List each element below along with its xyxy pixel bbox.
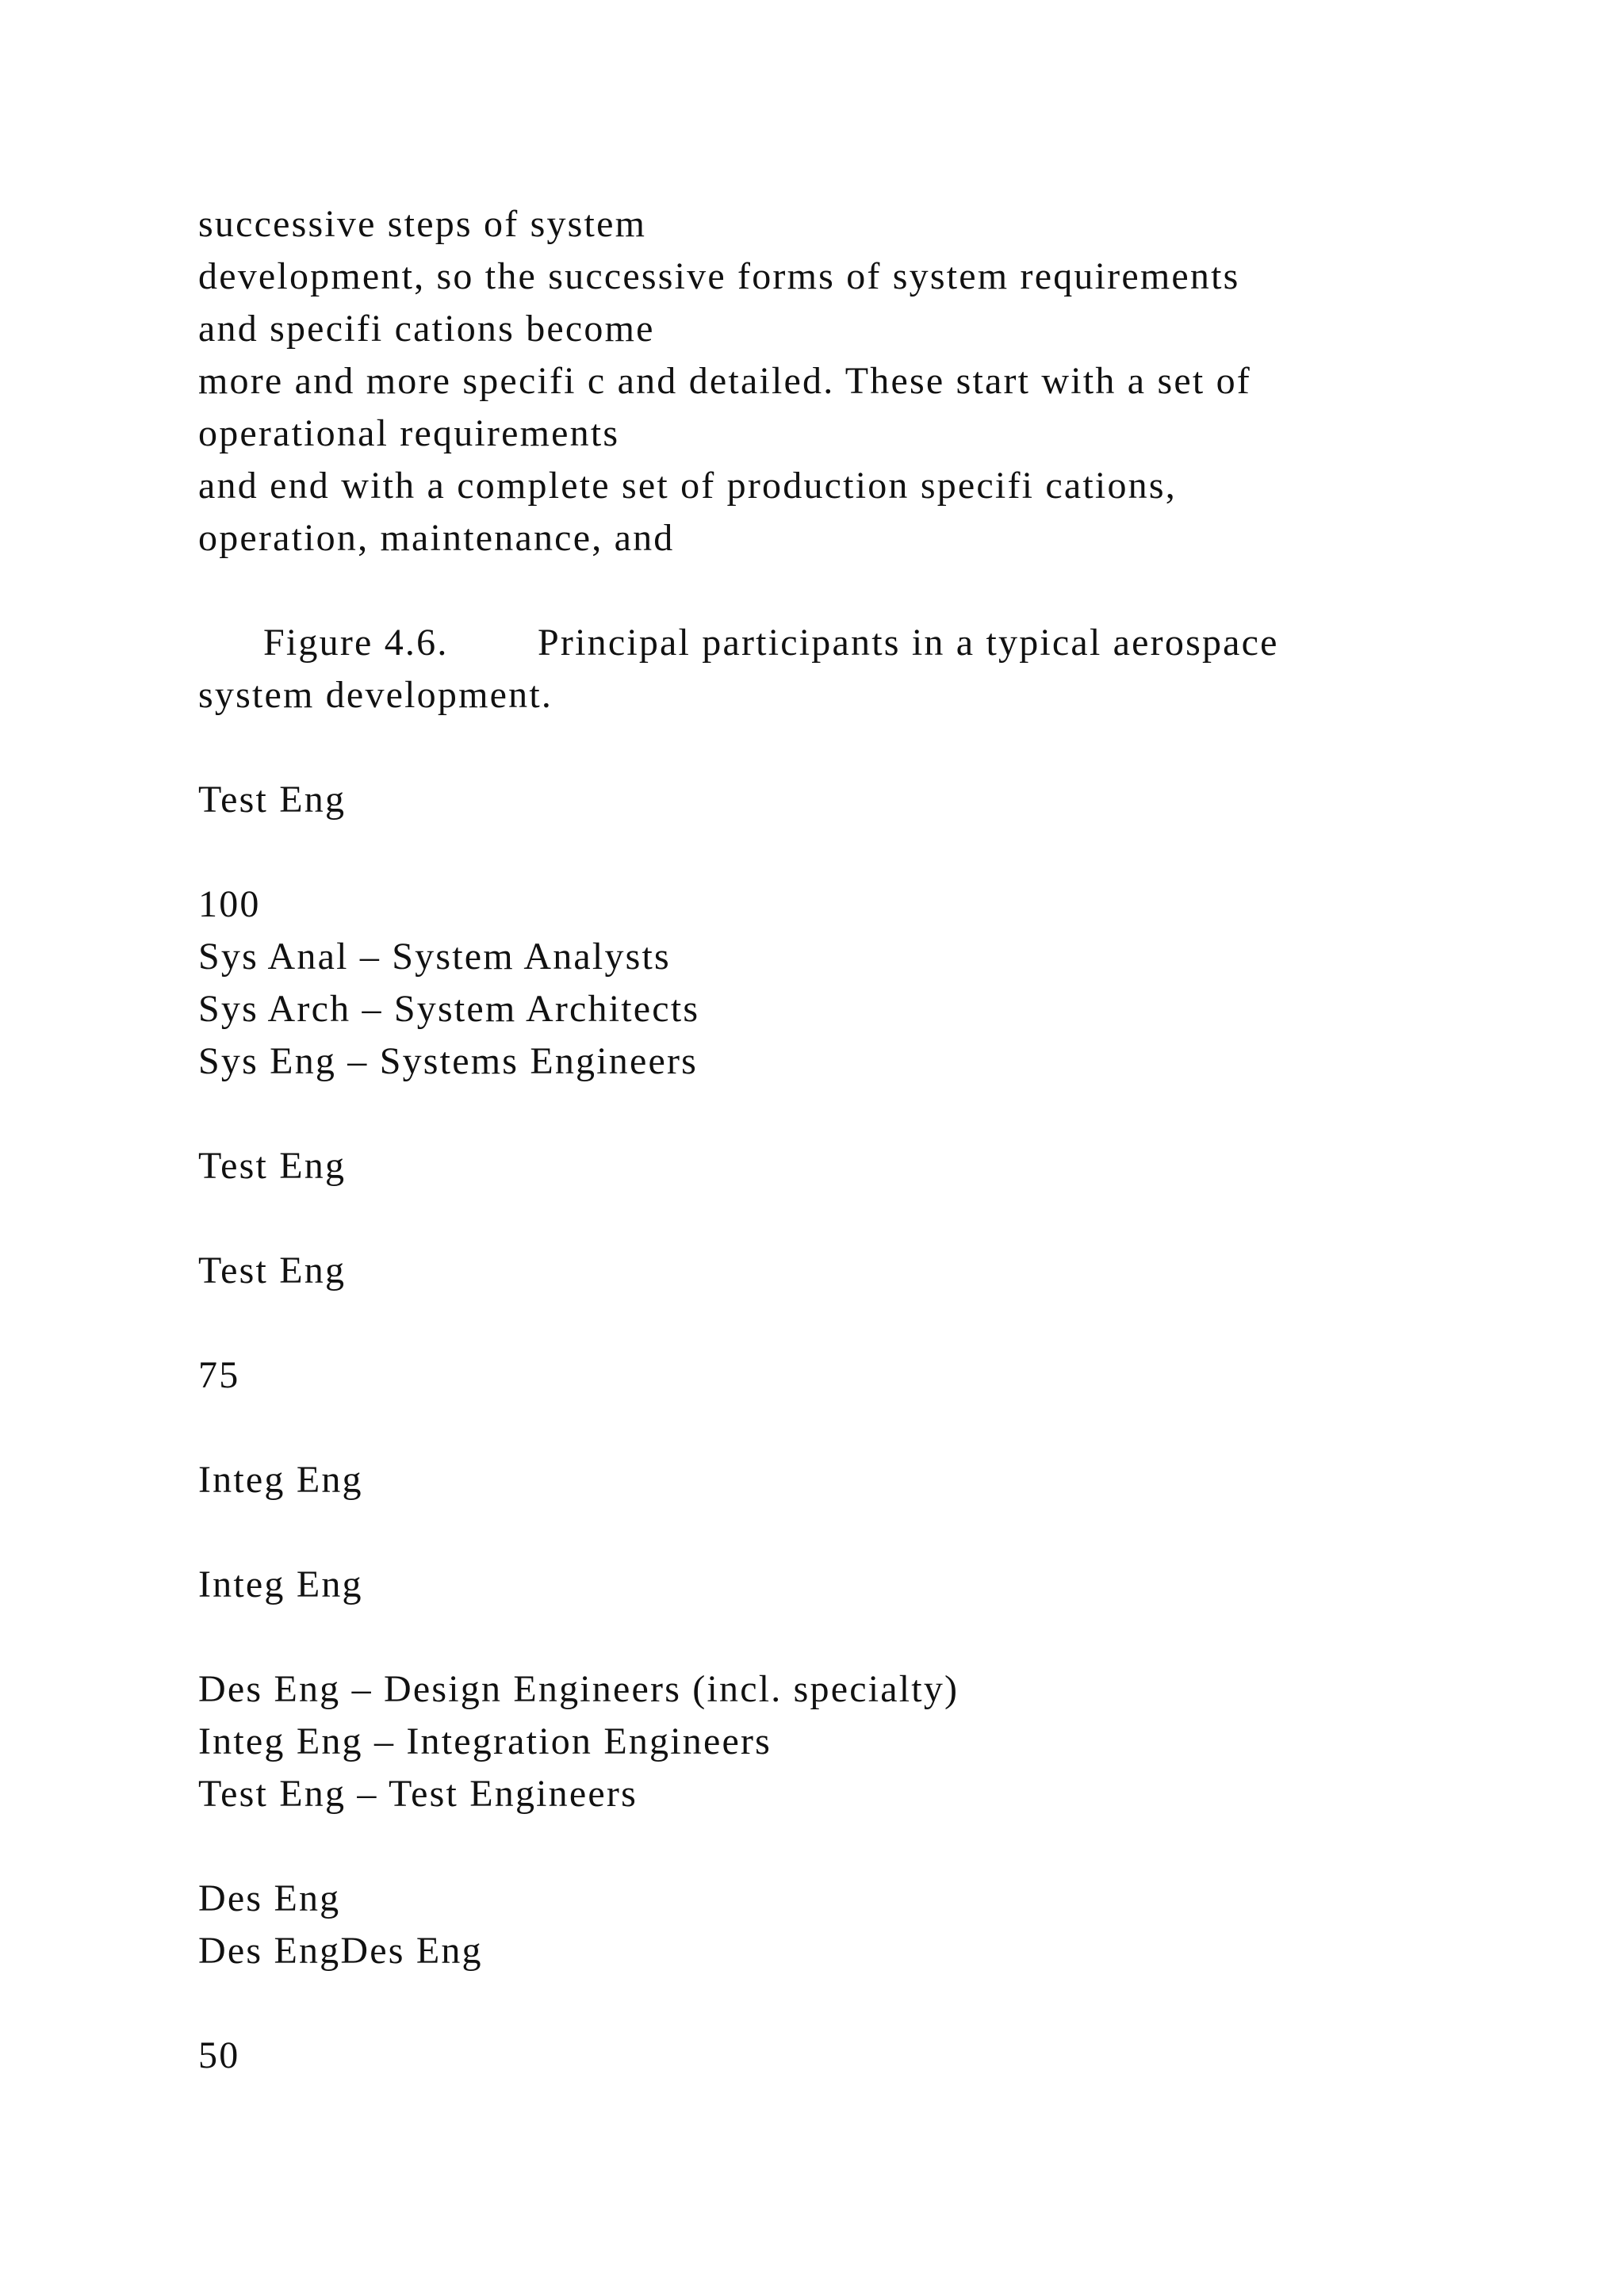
figure-label-des-eng-pair: Des EngDes Eng bbox=[198, 1930, 483, 1972]
figure-label-test-eng: Test Eng bbox=[198, 1249, 347, 1292]
figure-number: Figure 4.6. bbox=[263, 622, 449, 664]
axis-value-75: 75 bbox=[198, 1354, 240, 1396]
paragraph-line-4: more and more specifi c and detailed. These start with a set of bbox=[198, 360, 1251, 402]
figure-label-test-eng: Test Eng bbox=[198, 779, 347, 821]
figure-caption-line-1: Principal participants in a typical aerospace bbox=[538, 622, 1279, 664]
legend-integ-eng: Integ Eng – Integration Engineers bbox=[198, 1720, 772, 1762]
paragraph-line-7: operation, maintenance, and bbox=[198, 517, 675, 559]
axis-value-100: 100 bbox=[198, 883, 261, 925]
paragraph-line-2: development, so the successive forms of system requirements bbox=[198, 255, 1240, 297]
axis-value-50: 50 bbox=[198, 2034, 240, 2076]
legend-sys-eng: Sys Eng – Systems Engineers bbox=[198, 1040, 699, 1082]
figure-caption-line-2: system development. bbox=[198, 674, 553, 716]
figure-label-integ-eng: Integ Eng bbox=[198, 1459, 363, 1501]
legend-des-eng: Des Eng – Design Engineers (incl. specialty) bbox=[198, 1668, 959, 1710]
legend-test-eng: Test Eng – Test Engineers bbox=[198, 1773, 638, 1815]
figure-label-test-eng: Test Eng bbox=[198, 1145, 347, 1187]
legend-sys-anal: Sys Anal – System Analysts bbox=[198, 936, 671, 978]
figure-label-des-eng: Des Eng bbox=[198, 1877, 341, 1919]
paragraph-line-3: and specifi cations become bbox=[198, 308, 655, 350]
figure-label-integ-eng: Integ Eng bbox=[198, 1563, 363, 1605]
legend-sys-arch: Sys Arch – System Architects bbox=[198, 988, 700, 1030]
paragraph-line-1: successive steps of system bbox=[198, 203, 647, 245]
paragraph-line-5: operational requirements bbox=[198, 412, 620, 454]
paragraph-line-6: and end with a complete set of production specifi cations, bbox=[198, 465, 1177, 507]
